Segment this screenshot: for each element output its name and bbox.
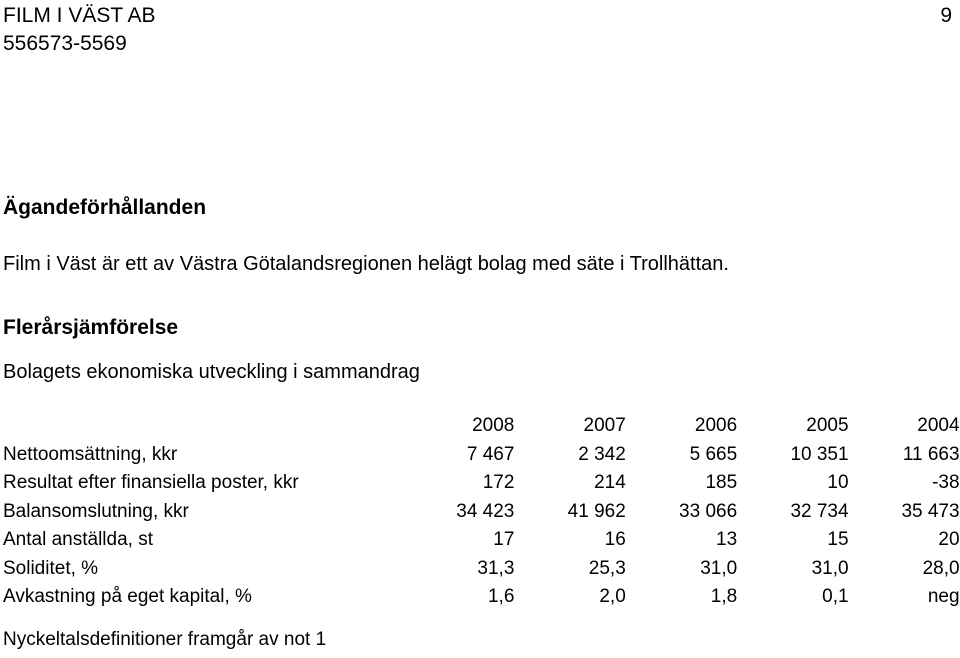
table-row [3, 441, 960, 470]
table-cell: 0,1 [822, 586, 849, 607]
ownership-heading: Ägandeförhållanden [3, 196, 207, 219]
table-cell: 41 962 [567, 500, 626, 522]
table-cell: 32 734 [790, 500, 849, 522]
table-cell: -38 [932, 472, 960, 493]
table-cell: 25,3 [588, 557, 626, 579]
table-cell: 31,3 [477, 557, 515, 579]
table-row [3, 526, 960, 555]
year-header: 2005 [806, 415, 849, 436]
multi-year-table [3, 412, 960, 612]
table-cell: 20 [938, 529, 960, 550]
table-cell: 2 342 [578, 443, 626, 465]
table-cell: 17 [493, 529, 515, 550]
org-number: 556573-5569 [3, 32, 127, 55]
year-header: 2004 [917, 415, 960, 436]
table-cell: 172 [482, 472, 515, 493]
row-label: Balansomslutning, kkr [3, 500, 189, 522]
table-header-row [3, 412, 960, 441]
table-cell: 34 423 [456, 500, 515, 522]
table-cell: 15 [827, 529, 849, 550]
table-row [3, 469, 960, 498]
table-header-label [3, 412, 403, 441]
year-header: 2006 [694, 415, 738, 436]
ownership-text: Film i Väst är ett av Västra Götalandsregionen helägt bolag med säte i Trollhättan. [3, 253, 729, 275]
table-cell: 7 467 [466, 443, 515, 465]
footnote: Nyckeltalsdefinitioner framgår av not 1 [3, 629, 327, 650]
table-row [3, 498, 960, 527]
row-label: Resultat efter finansiella poster, kkr [3, 472, 299, 493]
row-label: Soliditet, % [3, 557, 99, 579]
company-name: FILM I VÄST AB [3, 4, 156, 27]
table-cell: 31,0 [700, 557, 738, 579]
table-cell: 28,0 [922, 557, 960, 579]
year-header: 2008 [472, 415, 515, 436]
comparison-heading: Flerårsjämförelse [3, 316, 179, 339]
table-cell: 11 663 [902, 443, 960, 465]
table-cell: 185 [705, 472, 738, 493]
table-cell: 2,0 [599, 586, 626, 607]
row-label: Antal anställda, st [3, 529, 153, 550]
table-cell: 214 [594, 472, 626, 493]
table-cell: 35 473 [901, 500, 960, 522]
table-row [3, 555, 960, 584]
comparison-subheading: Bolagets ekonomiska utveckling i sammandrag [3, 361, 420, 383]
table-cell: 10 351 [790, 443, 849, 465]
table-cell: 33 066 [679, 500, 738, 522]
row-label: Nettoomsättning, kkr [3, 443, 178, 465]
table-cell: 13 [716, 529, 738, 550]
table-cell: 31,0 [811, 557, 849, 579]
page-number: 9 [940, 4, 952, 27]
table-cell: 10 [827, 472, 849, 493]
year-header: 2007 [583, 415, 626, 436]
table-row [3, 583, 960, 612]
table-cell: 16 [604, 529, 626, 550]
table-cell: neg [927, 586, 960, 607]
table-cell: 1,6 [487, 586, 515, 607]
row-label: Avkastning på eget kapital, % [3, 586, 252, 607]
table-cell: 1,8 [710, 586, 738, 607]
table-cell: 5 665 [689, 443, 738, 465]
